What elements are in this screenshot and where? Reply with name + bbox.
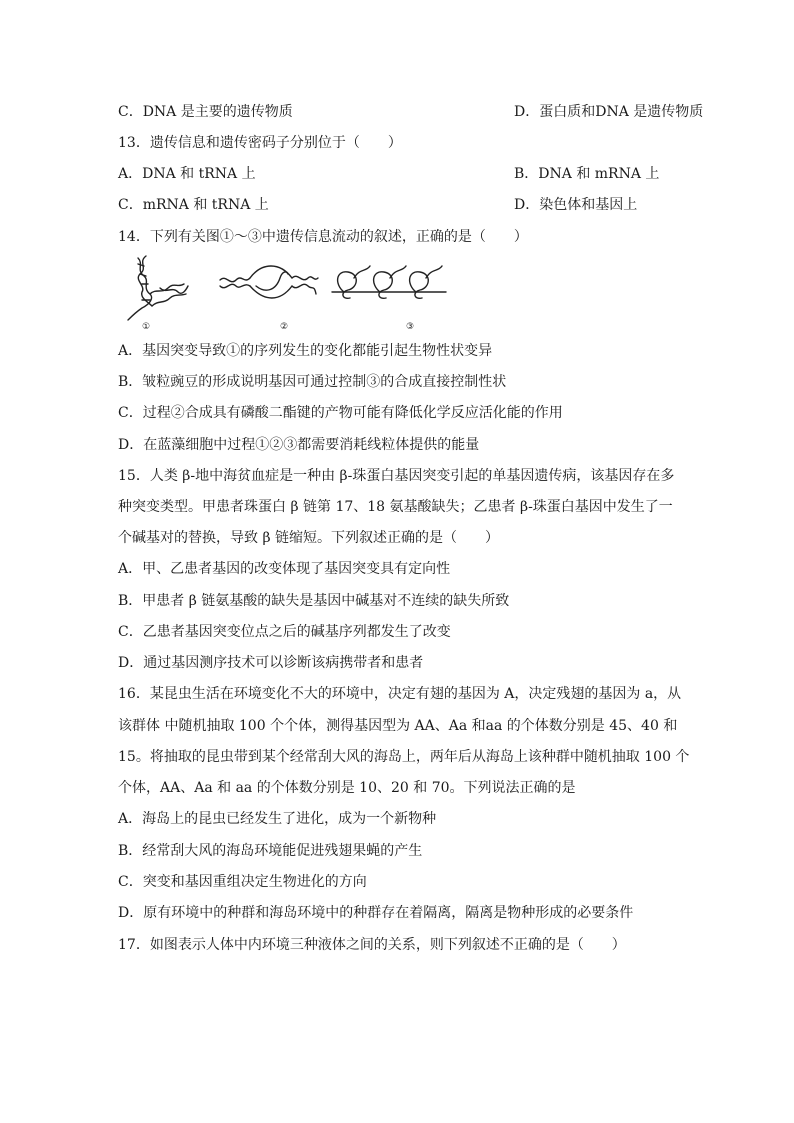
q12-options-row (118, 103, 704, 121)
q12-option-c: C．DNA 是主要的遗传物质 (118, 104, 293, 120)
figure-label-1: ① (142, 322, 151, 332)
q16-option-d: D．原有环境中的种群和海岛环境中的种群存在着隔离，隔离是物种形成的必要条件 (118, 905, 634, 921)
q16-option-b: B．经常刮大风的海岛环境能促进残翅果蝇的产生 (118, 843, 423, 859)
q16-stem-line-2: 该群体 中随机抽取 100 个个体，测得基因型为 AA、Aa 和aa 的个体数分别是 45、40 和 (118, 718, 678, 734)
figure-label-2: ② (280, 322, 289, 332)
q16-option-a: A．海岛上的昆虫已经发生了进化，成为一个新物种 (118, 811, 437, 827)
q14-option-d: D．在蓝藻细胞中过程①②③都需要消耗线粒体提供的能量 (118, 437, 480, 453)
q15-stem-line-3: 个碱基对的替换，导致 β 链缩短。下列叙述正确的是（ ） (118, 530, 499, 546)
q16-stem-line-3: 15。将抽取的昆虫带到某个经常刮大风的海岛上，两年后从海岛上该种群中随机抽取 100 个 (118, 749, 690, 765)
q15-option-b: B．甲患者 β 链氨基酸的缺失是基因中碱基对不连续的缺失所致 (118, 593, 510, 609)
q13-option-d: D．染色体和基因上 (514, 197, 638, 213)
q13-option-a: A．DNA 和 tRNA 上 (118, 166, 256, 182)
q15-option-d: D．通过基因测序技术可以诊断该病携带者和患者 (118, 655, 424, 671)
q17-stem: 17．如图表示人体中内环境三种液体之间的关系，则下列叙述不正确的是（ ） (118, 937, 626, 953)
q14-option-a: A．基因突变导致①的序列发生的变化都能引起生物性状变异 (118, 343, 493, 359)
transcription-drawing (220, 266, 318, 298)
dna-replication-drawing (128, 256, 188, 320)
q15-option-c: C．乙患者基因突变位点之后的碱基序列都发生了改变 (118, 624, 451, 640)
figure-label-3: ③ (406, 322, 415, 332)
q14-figure (120, 250, 460, 336)
q15-option-a: A．甲、乙患者基因的改变体现了基因突变具有定向性 (118, 561, 451, 577)
q14-option-b: B．皱粒豌豆的形成说明基因可通过控制③的合成直接控制性状 (118, 374, 507, 390)
q13-options-row-1 (118, 165, 660, 183)
q16-option-c: C．突变和基因重组决定生物进化的方向 (118, 874, 367, 890)
q13-option-c: C．mRNA 和 tRNA 上 (118, 197, 269, 213)
q13-options-row-2 (118, 196, 638, 214)
q13-option-b: B．DNA 和 mRNA 上 (514, 166, 660, 182)
q16-stem-line-1: 16．某昆虫生活在环境变化不大的环境中，决定有翅的基因为 A，决定残翅的基因为 a，从 (118, 686, 682, 702)
q13-stem: 13．遗传信息和遗传密码子分别位于（ ） (118, 135, 402, 151)
q16-stem-line-4: 个体，AA、Aa 和 aa 的个体数分别是 10、20 和 70。下列说法正确的是 (118, 780, 576, 796)
translation-drawing (332, 266, 446, 298)
q15-stem-line-1: 15．人类 β-地中海贫血症是一种由 β-珠蛋白基因突变引起的单基因遗传病，该基因存在多 (118, 468, 675, 484)
q14-stem: 14．下列有关图①～③中遗传信息流动的叙述，正确的是（ ） (118, 229, 528, 245)
q15-stem-line-2: 种突变类型。甲患者珠蛋白 β 链第 17、18 氨基酸缺失；乙患者 β-珠蛋白基因中发生了一 (118, 499, 673, 515)
q14-option-c: C．过程②合成具有磷酸二酯键的产物可能有降低化学反应活化能的作用 (118, 405, 563, 421)
q12-option-d: D．蛋白质和DNA 是遗传物质 (514, 104, 704, 120)
